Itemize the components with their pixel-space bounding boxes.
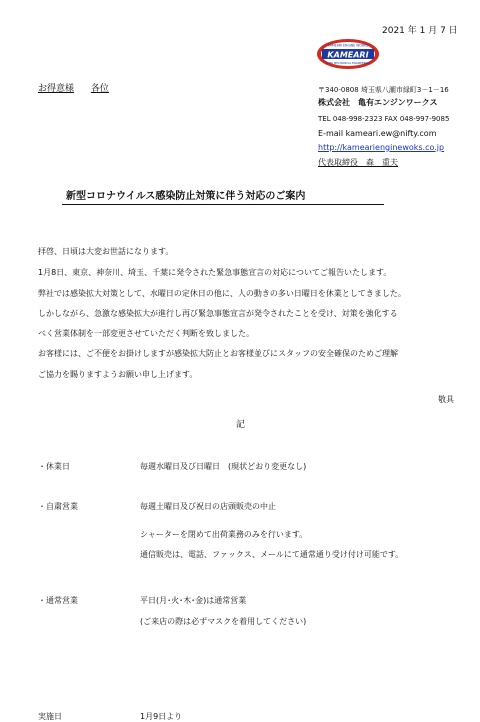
closed-days-value: 毎週水曜日及び日曜日 (現状どおり変更なし) [140,462,307,471]
body-line: 弊社では感染拡大対策として、水曜日の定休日の他に、人の動きの多い日曜日を休業としてきました。 [38,289,406,298]
recipient-suffix: 各位 [90,84,109,94]
recipient [38,84,109,95]
closing-keigu: 敬具 [438,395,454,404]
sender-company: 株式会社 亀有エンジンワークス [318,98,438,107]
sender-tel-fax: TEL 048-998-2323 FAX 048-997-9085 [318,115,450,123]
normal-value: 平日(月･火･木･金)は通常営業 [140,596,247,605]
body-line: しかしながら、急激な感染拡大が進行し再び緊急事態宣言が発令されたことを受け、対策を強化する [38,309,398,318]
body-line: ご協力を賜りますようお願い申し上げます。 [38,370,198,379]
document-title: 新型コロナウイルス感染防止対策に伴う対応のご案内 [66,191,306,202]
restrained-note-1: シャーターを閉めて出荷業務のみを行います。 [140,530,308,539]
body-line: べく営業体制を一部変更させていただく判断を致しました。 [38,329,254,338]
restrained-value: 毎週土曜日及び祝日の店頭販売の中止 [140,502,276,511]
logo-sub-text: AUTO MECHANICAL ENGINEERING [325,62,371,65]
sender-email: E-mail kameari.ew@nifty.com [318,129,437,138]
kameari-logo [316,38,380,70]
body-line: 拝啓、日頃は大変お世話になります。 [38,247,174,256]
recipient-label: お得意様 [38,84,75,94]
body-line: お客様には、ご不便をお掛けしますが感染拡大防止とお客様並びにスタッフの安全確保のためご理解 [38,349,398,358]
closed-days-label: ・休業日 [38,462,70,471]
logo-main-text: KAMEARI [327,50,369,60]
body-line: 1月8日、東京、神奈川、埼玉、千葉に発令された緊急事態宣言の対応についてご報告いたします。 [38,268,392,277]
normal-label: ・通常営業 [38,596,78,605]
sender-representative: 代表取締役 森 重夫 [318,158,398,167]
logo-top-text: KAMEARI ENGINE WORKS [327,43,369,48]
restrained-note-2: 通信販売は、電話、ファックス、メールにて通常通り受け付け可能です。 [140,550,404,559]
normal-note: (ご来店の際は必ずマスクを着用してください) [140,617,307,626]
sender-address: 〒340-0808 埼玉県八潮市緑町3－1－16 [318,86,449,94]
title-underline [62,204,384,205]
document-date: 2021 年 1 月 7 日 [382,26,458,36]
effective-date-value: 1月9日より [140,712,183,721]
ki-heading: 記 [236,420,246,430]
effective-date-label: 実施日 [38,712,62,721]
sender-website-link[interactable]: http://kamearienginewoks.co.jp [318,143,445,152]
restrained-label: ・自粛営業 [38,502,78,511]
